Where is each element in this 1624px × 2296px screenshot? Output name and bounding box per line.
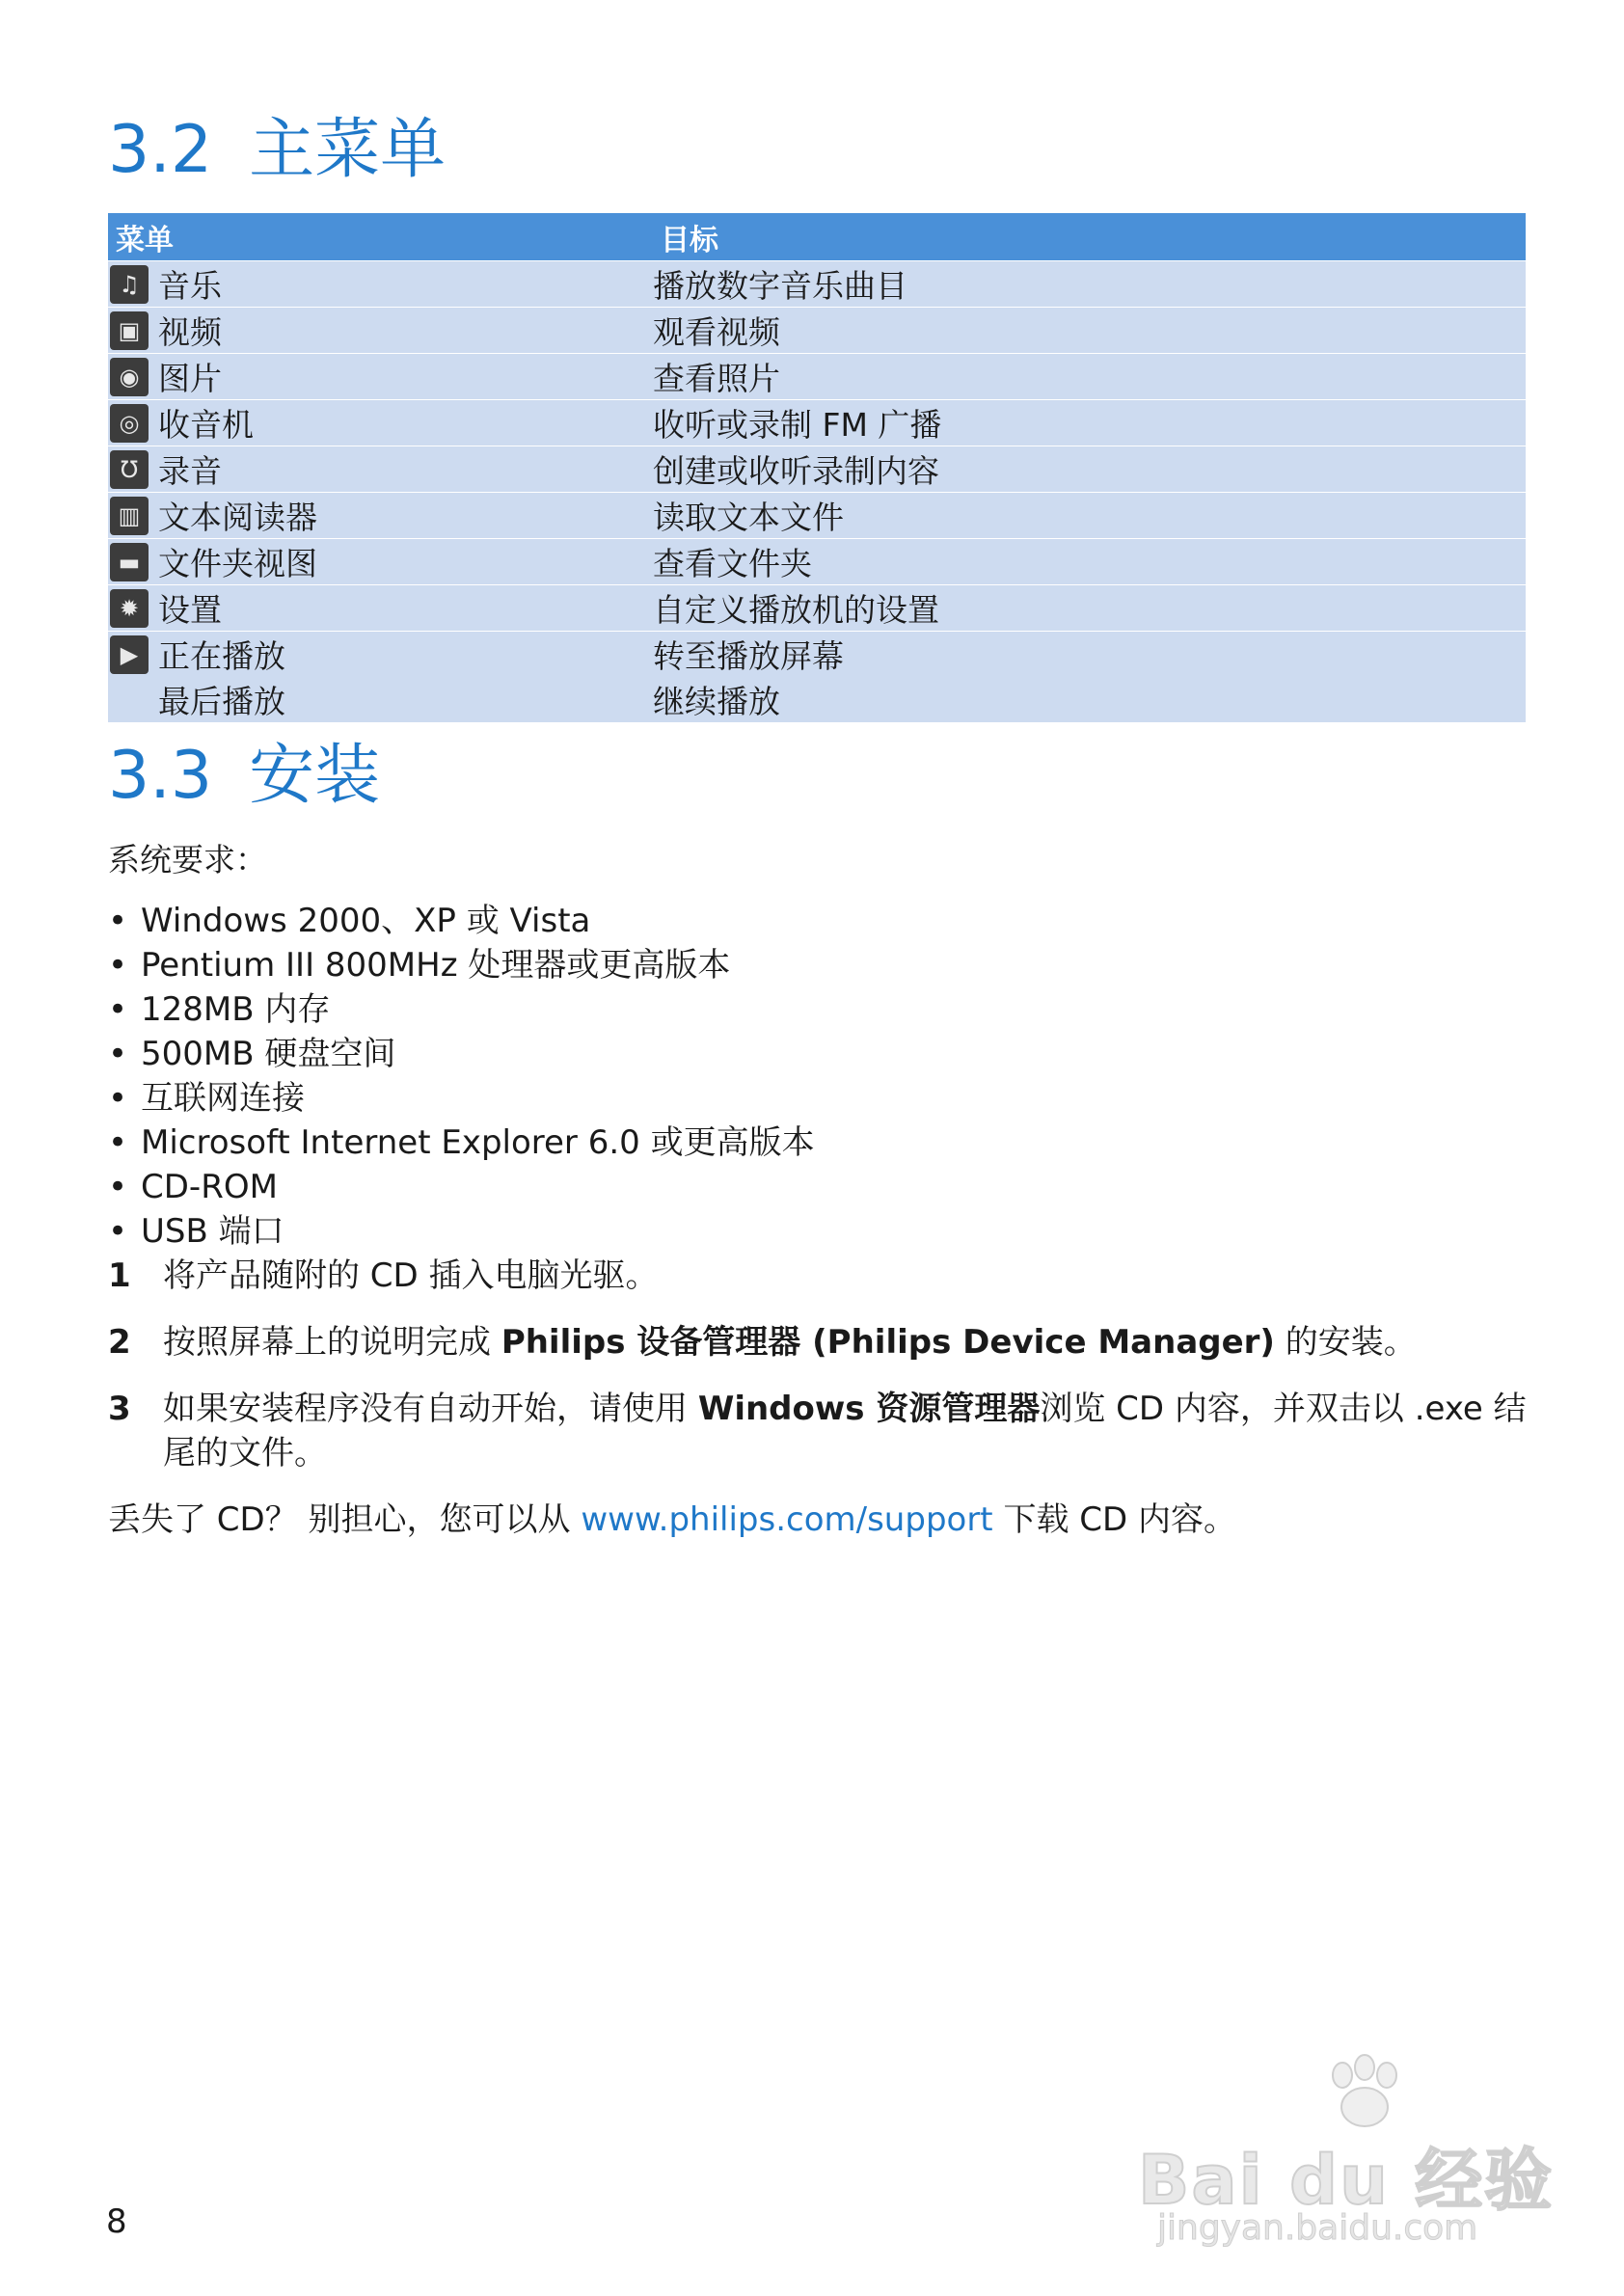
- install-step: [108, 1320, 1530, 1364]
- lost-cd-note: [108, 1498, 1236, 1542]
- menu-cell: [108, 585, 653, 632]
- menu-label: 正在播放: [158, 637, 285, 675]
- table-row: [108, 493, 1526, 539]
- goal-cell: 继续播放: [653, 677, 1526, 722]
- menu-cell: [108, 539, 653, 585]
- section-number: 3.3: [108, 738, 213, 814]
- menu-cell: [108, 446, 653, 493]
- support-link[interactable]: www.philips.com/support: [581, 1500, 993, 1539]
- requirements-list: [108, 899, 815, 1254]
- goal-cell: 查看文件夹: [653, 539, 1526, 585]
- menu-cell: [108, 308, 653, 354]
- section-heading-main-menu: [108, 112, 446, 189]
- table-row: [108, 354, 1526, 400]
- menu-cell: [108, 261, 653, 308]
- step-text-end: 的安装。: [1274, 1323, 1417, 1362]
- step-text: 按照屏幕上的说明完成: [163, 1323, 501, 1362]
- baidu-watermark: [1138, 2054, 1562, 2247]
- section-heading-installation: [108, 738, 380, 815]
- radio-icon: ◎: [110, 404, 149, 443]
- table-row: [108, 677, 1526, 722]
- empty-icon-slot: [110, 681, 149, 719]
- menu-cell: [108, 632, 653, 678]
- goal-cell: 转至播放屏幕: [653, 632, 1526, 678]
- gear-icon: ✹: [110, 589, 149, 628]
- list-item: • 互联网连接: [108, 1076, 815, 1121]
- table-row: [108, 539, 1526, 585]
- goal-cell: 观看视频: [653, 308, 1526, 354]
- list-item: • CD-ROM: [108, 1165, 815, 1209]
- goal-cell: 播放数字音乐曲目: [653, 261, 1526, 308]
- menu-label: 音乐: [158, 267, 222, 305]
- menu-label: 最后播放: [158, 683, 285, 720]
- paw-icon: [1321, 2054, 1408, 2131]
- list-item: • 500MB 硬盘空间: [108, 1032, 815, 1076]
- table-row: [108, 632, 1526, 678]
- goal-cell: 查看照片: [653, 354, 1526, 400]
- list-item: • 128MB 内存: [108, 987, 815, 1032]
- step-number: 3: [108, 1390, 131, 1428]
- menu-cell: [108, 354, 653, 400]
- menu-label: 录音: [158, 452, 222, 490]
- goal-cell: 读取文本文件: [653, 493, 1526, 539]
- watermark-brand: Bai du 经验: [1138, 2141, 1555, 2220]
- menu-label: 文本阅读器: [158, 499, 317, 536]
- section-title: 主菜单: [249, 112, 447, 188]
- step-text-end: 浏览 CD 内容，并双击以 .exe 结尾的文件。: [163, 1390, 1527, 1472]
- menu-cell: [108, 493, 653, 539]
- page-number: 8: [106, 2202, 127, 2241]
- folder-icon: ▬: [110, 543, 149, 581]
- column-header-menu: 菜单: [108, 213, 653, 261]
- step-number: 1: [108, 1256, 131, 1295]
- watermark-domain: jingyan.baidu.com: [1157, 2208, 1478, 2248]
- step-emphasis: Windows 资源管理器: [697, 1390, 1041, 1428]
- install-step: [108, 1387, 1530, 1475]
- list-item: • Microsoft Internet Explorer 6.0 或更高版本: [108, 1121, 815, 1165]
- table-header-row: [108, 213, 1526, 261]
- video-icon: ▣: [110, 311, 149, 350]
- step-text: 将产品随附的 CD 插入电脑光驱。: [163, 1256, 659, 1295]
- goal-cell: 收听或录制 FM 广播: [653, 400, 1526, 446]
- step-text: 如果安装程序没有自动开始，请使用: [163, 1390, 698, 1428]
- section-title: 安装: [249, 738, 381, 814]
- column-header-goal: 目标: [653, 213, 1526, 261]
- step-emphasis: Philips 设备管理器 (Philips Device Manager): [501, 1323, 1275, 1362]
- requirements-label: 系统要求：: [108, 841, 267, 878]
- main-menu-table: [108, 213, 1526, 722]
- menu-cell: [108, 677, 653, 722]
- book-icon: ▥: [110, 497, 149, 535]
- menu-label: 文件夹视图: [158, 545, 317, 582]
- goal-cell: 自定义播放机的设置: [653, 585, 1526, 632]
- list-item: • Windows 2000、XP 或 Vista: [108, 899, 815, 943]
- menu-label: 视频: [158, 313, 222, 351]
- menu-cell: [108, 400, 653, 446]
- step-number: 2: [108, 1323, 131, 1362]
- note-text-end: 下载 CD 内容。: [992, 1500, 1236, 1539]
- table-row: [108, 585, 1526, 632]
- camera-icon: ◉: [110, 358, 149, 396]
- menu-label: 设置: [158, 591, 222, 629]
- play-icon: ▶: [110, 635, 149, 674]
- table-row: [108, 261, 1526, 308]
- microphone-icon: Ʊ: [110, 450, 149, 489]
- table-row: [108, 446, 1526, 493]
- section-number: 3.2: [108, 112, 213, 188]
- menu-label: 图片: [158, 360, 222, 397]
- table-row: [108, 308, 1526, 354]
- music-icon: ♫: [110, 265, 149, 304]
- note-text: 丢失了 CD？ 别担心，您可以从: [108, 1500, 582, 1539]
- list-item: • Pentium III 800MHz 处理器或更高版本: [108, 943, 815, 987]
- menu-label: 收音机: [158, 406, 254, 444]
- table-row: [108, 400, 1526, 446]
- list-item: • USB 端口: [108, 1209, 815, 1254]
- install-step: [108, 1254, 1530, 1298]
- goal-cell: 创建或收听录制内容: [653, 446, 1526, 493]
